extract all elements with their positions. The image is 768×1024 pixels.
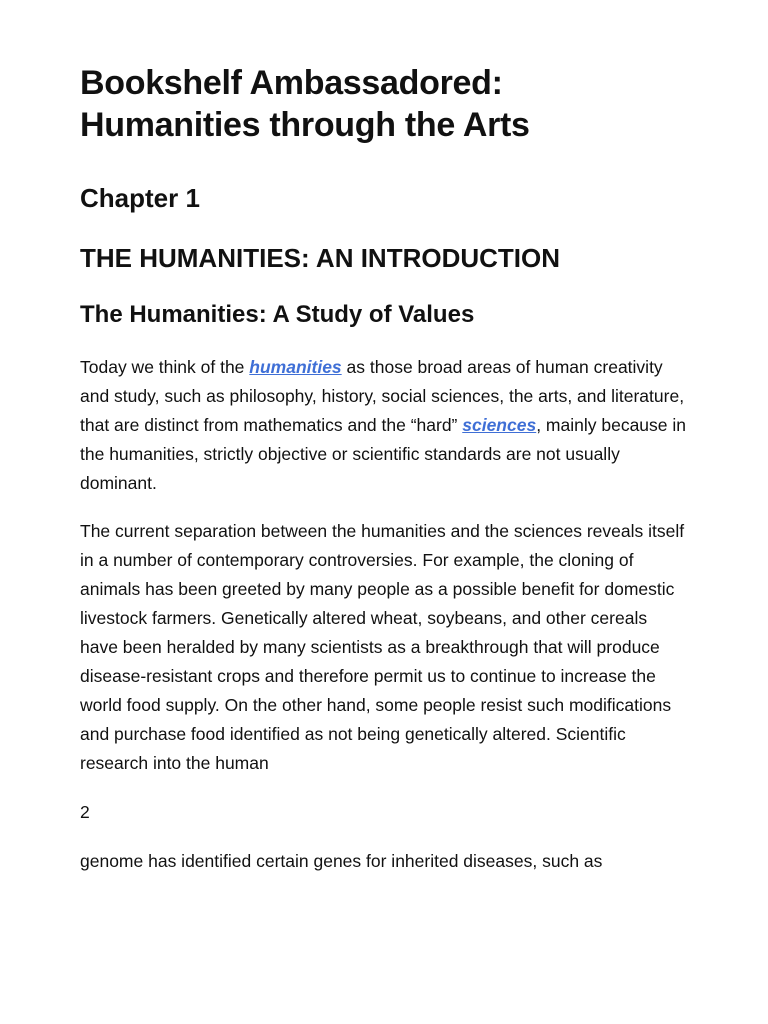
chapter-label: Chapter 1 [80, 183, 200, 213]
book-title [80, 0, 688, 146]
paragraph-intro-text-c: , mainly because in the humanities, strictly objective or scientific standards are not usually dominant. [80, 415, 687, 493]
paragraph-intro-text-a: Today we think of the [80, 357, 250, 377]
humanities-link[interactable]: humanities [249, 357, 342, 377]
paragraph-intro-text-b: as those broad areas of human creativity and study, such as philosophy, history, social sciences, the arts, and literature, that are distinct from mathematics and the “hard” [80, 357, 685, 435]
page-number: 2 [80, 802, 90, 822]
paragraph-continued: genome has identified certain genes for inherited diseases, such as [80, 851, 603, 871]
paragraph-intro [80, 353, 688, 498]
book-title-line-1: Bookshelf Ambassadored: [80, 64, 503, 102]
sciences-link[interactable]: sciences [462, 415, 537, 435]
chapter-heading: THE HUMANITIES: AN INTRODUCTION [80, 243, 561, 273]
book-title-line-2: Humanities through the Arts [80, 106, 530, 144]
paragraph-controversies: The current separation between the humanities and the sciences reveals itself in a number of contemporary controversies. For example, the cloning of animals has been greeted by many people as a possible benefit for domestic livestock farmers. Genetically altered wheat, soybeans, and other cereals have been heralded by many scientists as a breakthrough that will produce disease-resistant crops and therefore permit us to continue to increase the world food supply. On the other hand, some people resist such modifications and purchase food identified as not being genetically altered. Scientific research into the human [80, 521, 685, 773]
section-heading: The Humanities: A Study of Values [80, 301, 475, 328]
